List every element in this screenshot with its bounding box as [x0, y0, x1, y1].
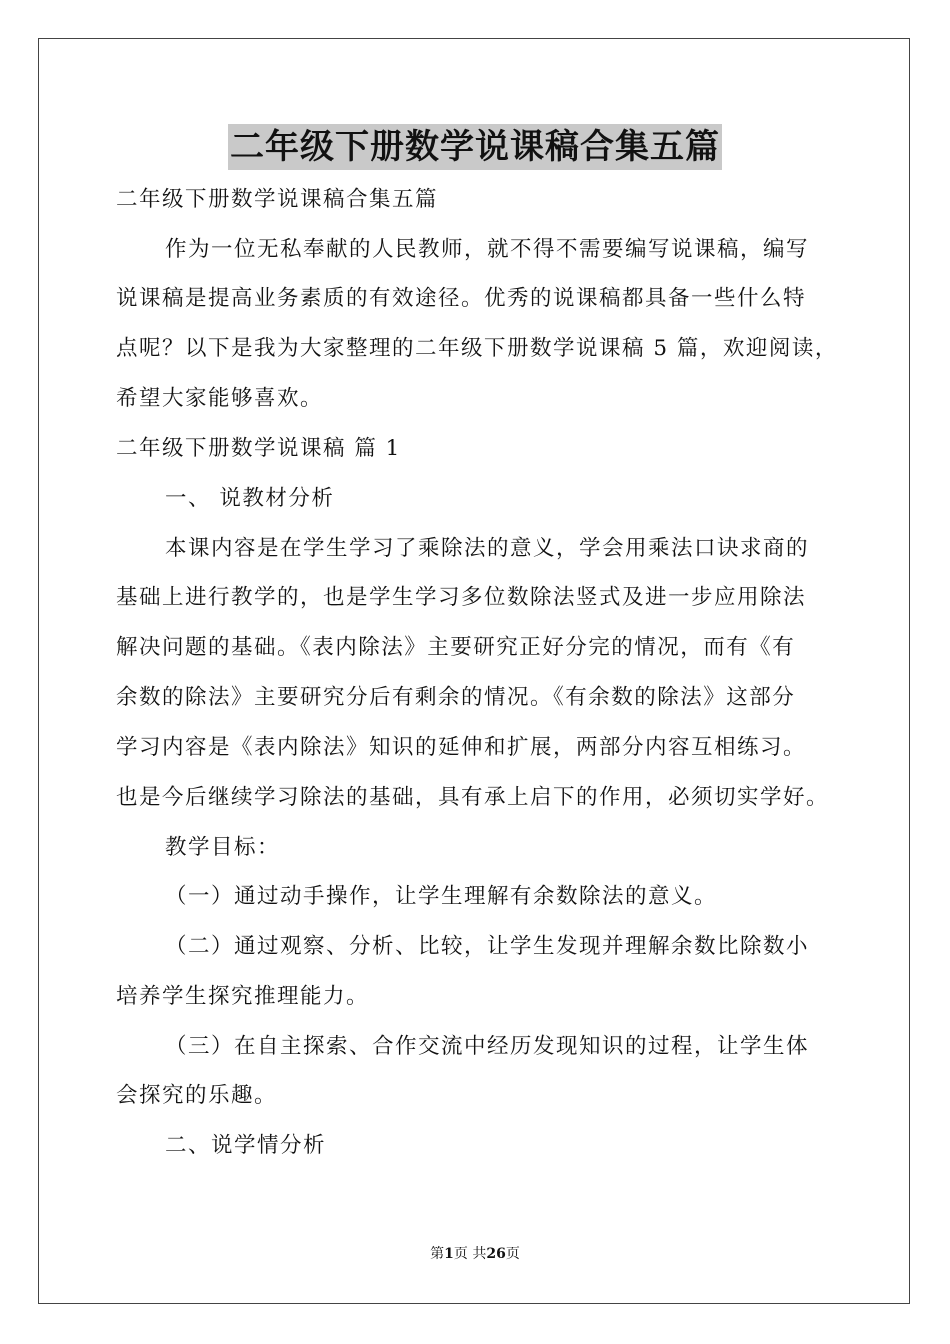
part1-heading: 一、 说教材分析	[165, 486, 335, 511]
analysis-line-1: 本课内容是在学生学习了乘除法的意义，学会用乘法口诀求商的	[165, 536, 810, 561]
footer-page-total: 26	[486, 1246, 506, 1262]
analysis-line-4: 余数的除法》主要研究分后有剩余的情况。《有余数的除法》这部分	[116, 685, 796, 710]
intro-line-3: 点呢？以下是我为大家整理的二年级下册数学说课稿 5 篇，欢迎阅读，	[116, 336, 838, 361]
page-footer	[0, 1244, 950, 1264]
footer-prefix: 第	[430, 1246, 445, 1262]
goal-2-line-2: 培养学生探究推理能力。	[116, 984, 370, 1009]
goal-1: （一）通过动手操作，让学生理解有余数除法的意义。	[165, 884, 718, 909]
analysis-line-6: 也是今后继续学习除法的基础，具有承上启下的作用，必须切实学好。	[116, 785, 830, 810]
goal-3-line-2: 会探究的乐趣。	[116, 1083, 278, 1108]
goal-3-line-1: （三）在自主探索、合作交流中经历发现知识的过程，让学生体	[165, 1034, 810, 1059]
intro-line-4: 希望大家能够喜欢。	[116, 386, 324, 411]
page-frame	[38, 38, 910, 1304]
document-subtitle: 二年级下册数学说课稿合集五篇	[116, 187, 439, 212]
footer-page-number: 1	[444, 1246, 454, 1262]
analysis-line-5: 学习内容是《表内除法》知识的延伸和扩展，两部分内容互相练习。	[116, 735, 807, 760]
analysis-line-3: 解决问题的基础。《表内除法》主要研究正好分完的情况，而有《有	[116, 635, 796, 660]
goals-heading: 教学目标：	[165, 835, 281, 860]
goal-2-line-1: （二）通过观察、分析、比较，让学生发现并理解余数比除数小	[165, 934, 810, 959]
title-area	[0, 124, 950, 170]
section-heading: 二年级下册数学说课稿 篇 1	[116, 436, 401, 461]
intro-line-2: 说课稿是提高业务素质的有效途径。优秀的说课稿都具备一些什么特	[116, 286, 807, 311]
document-title: 二年级下册数学说课稿合集五篇	[228, 124, 722, 170]
footer-mid: 页 共	[453, 1246, 487, 1262]
part2-heading: 二、说学情分析	[165, 1133, 327, 1158]
intro-line-1: 作为一位无私奉献的人民教师，就不得不需要编写说课稿，编写	[165, 237, 810, 262]
analysis-line-2: 基础上进行教学的，也是学生学习多位数除法竖式及进一步应用除法	[116, 585, 807, 610]
footer-suffix: 页	[505, 1246, 520, 1262]
